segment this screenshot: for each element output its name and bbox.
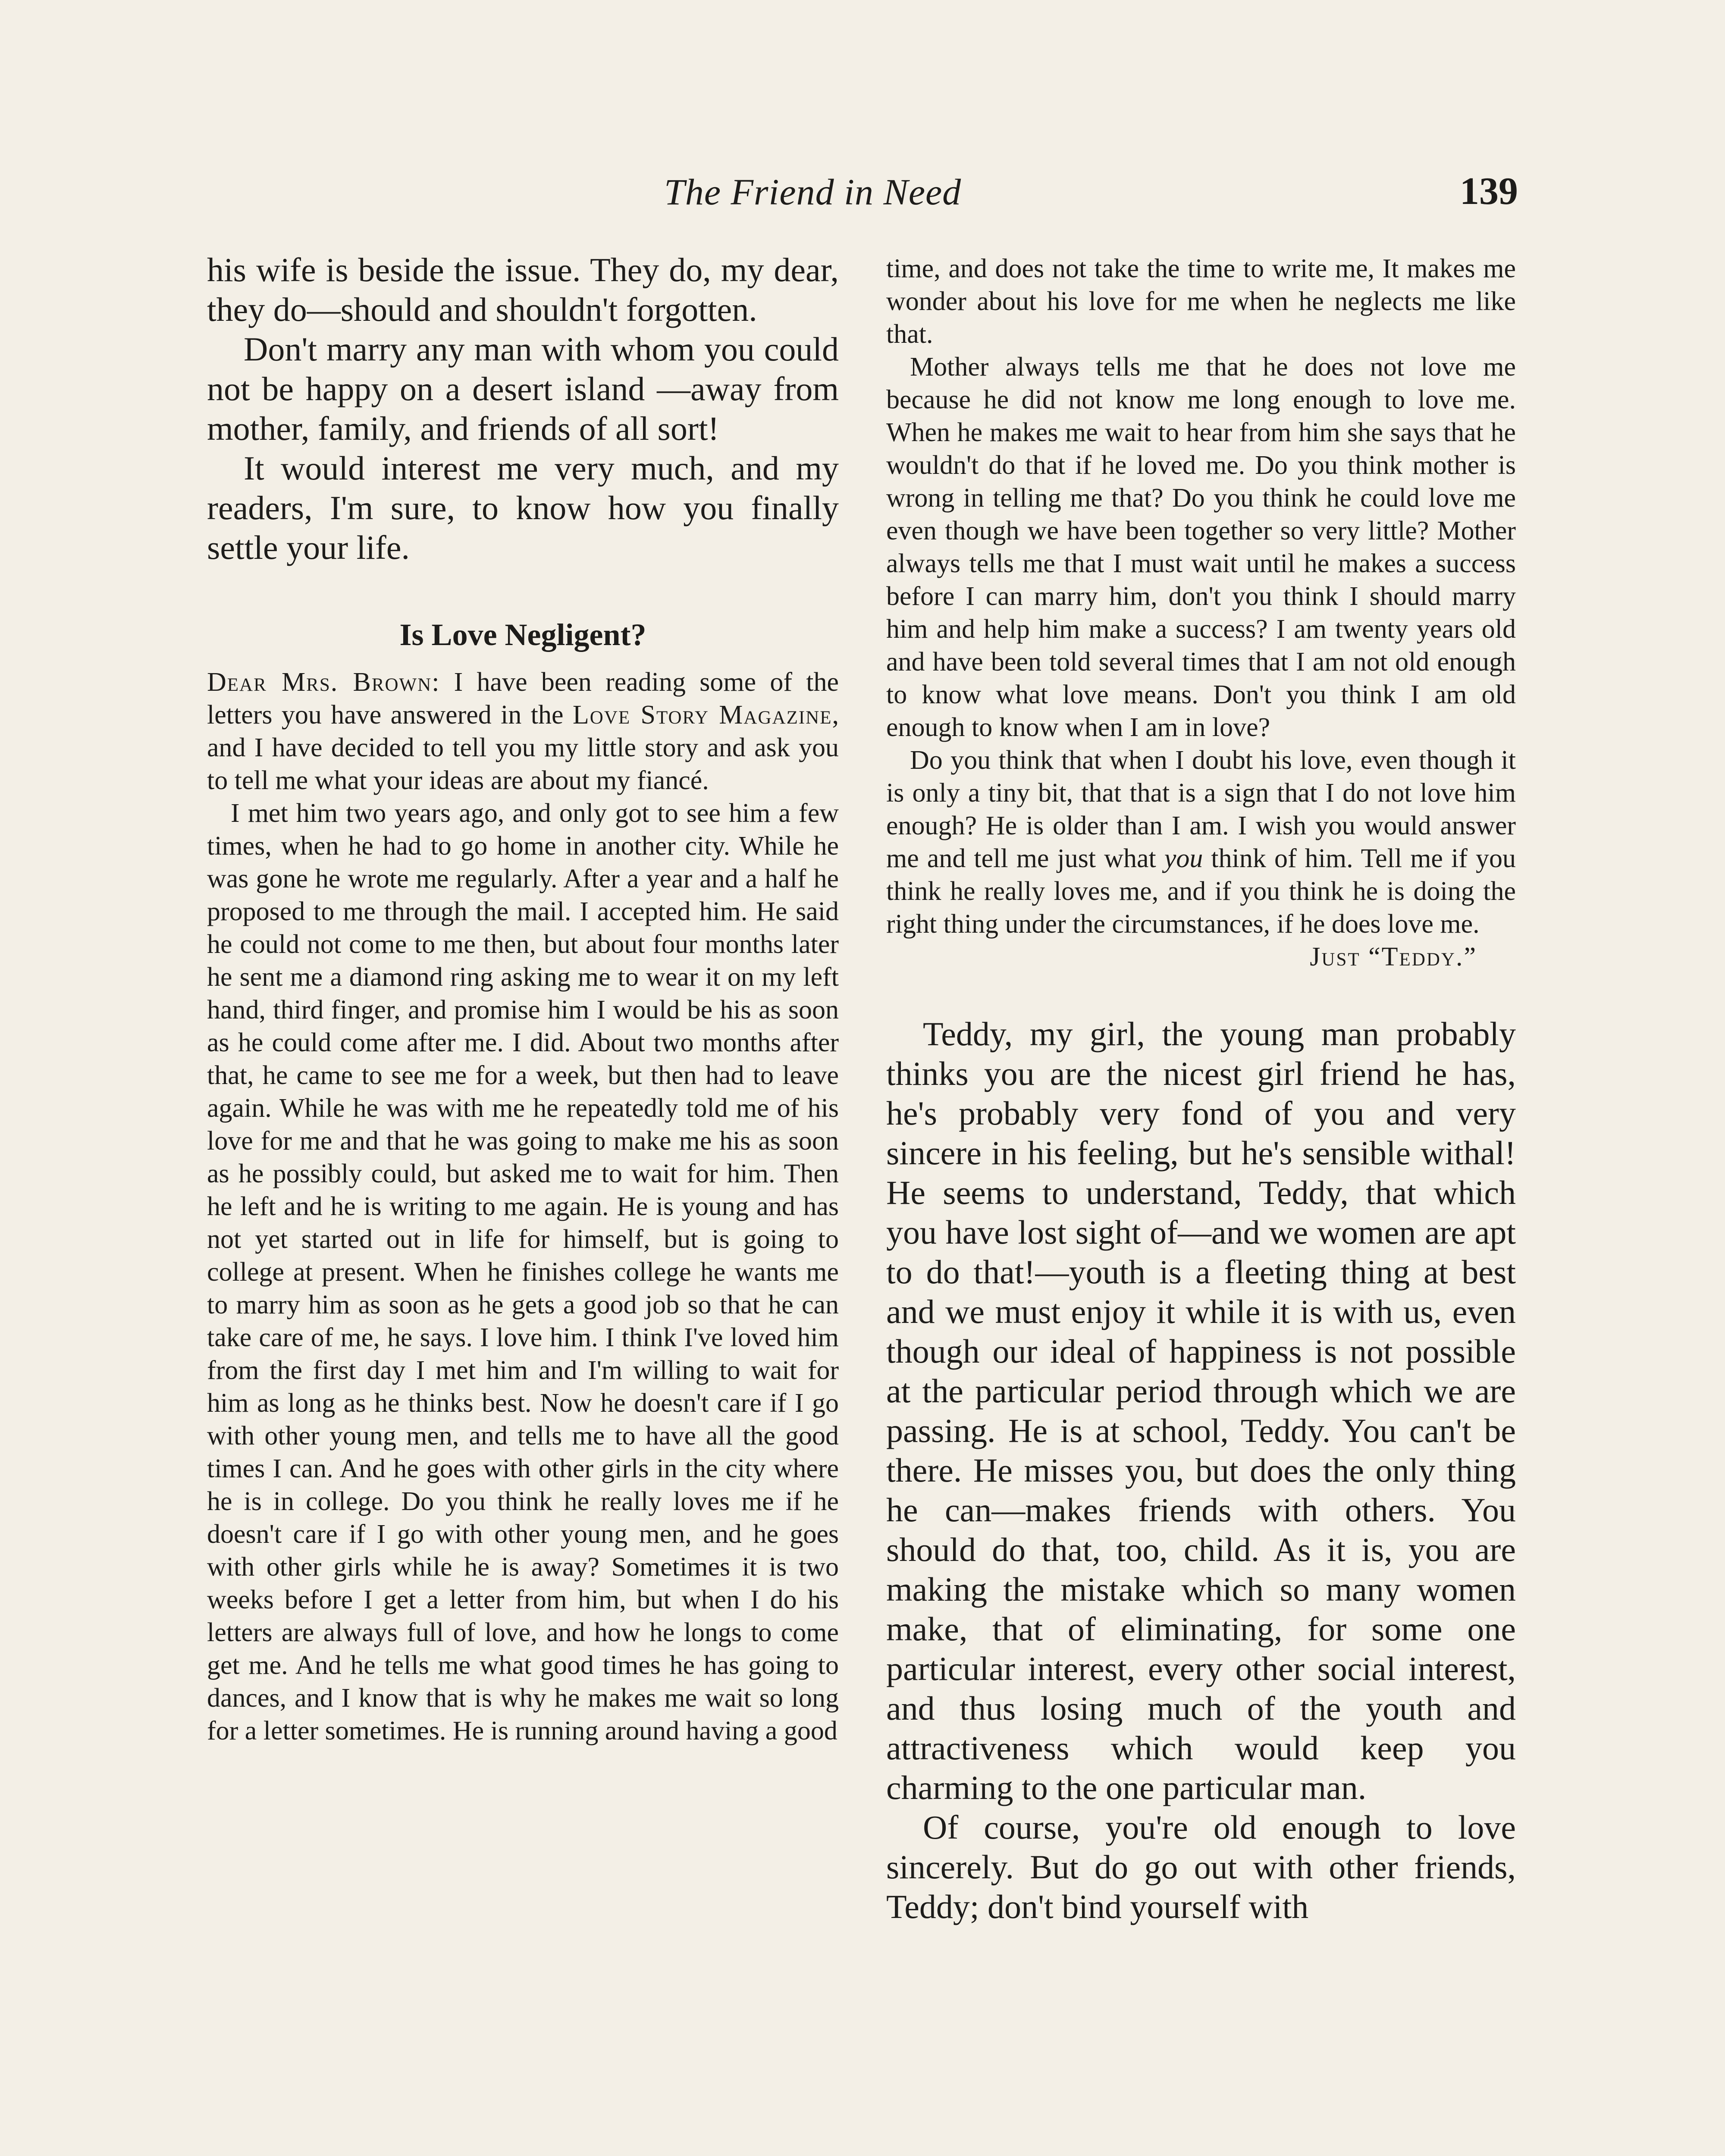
paragraph: his wife is beside the issue. They do, my dear, they do—should and shouldn't forgotten. bbox=[207, 251, 839, 328]
paragraph: Don't marry any man with whom you could not be happy on a desert island —away from mother, family, and friends of all sort! bbox=[207, 330, 839, 447]
letter-paragraph: Mother always tells me that he does not love me because he did not know me long enough to love me. When he makes me wait to hear from him she says that he wouldn't do that if he loved me. Do you think mother is wrong in telling me that? Do you think he could love me even though we have been together so very little? Mother always tells me that I must wait until he makes a success before I can marry him, don't you think I should marry him and help him make a success? I am twenty years old and have been told several times that I am not old enough to know what love means. Don't you think I am old enough to know when I am in love? bbox=[886, 352, 1516, 742]
reader-letter-continued bbox=[886, 252, 1516, 973]
paragraph: It would interest me very much, and my readers, I'm sure, to know how you finally settle your life. bbox=[207, 449, 839, 566]
reader-letter bbox=[207, 666, 839, 1747]
left-column bbox=[207, 250, 839, 1747]
section-heading: Is Love Negligent? bbox=[399, 617, 646, 652]
letter-paragraph: time, and does not take the time to write me, It makes me wonder about his love for me when he neglects me like that. bbox=[886, 254, 1516, 349]
letter-signature: Just “Teddy.” bbox=[1310, 942, 1477, 971]
magazine-name: Love Story Magazine bbox=[572, 700, 832, 730]
letter-paragraph: I met him two years ago, and only got to see him a few times, when he had to go home in another city. While he was gone he wrote me regularly. After a year and a half he proposed to me through the mail. I accepted him. He said he could not come to me then, but about four months later he sent me a diamond ring asking me to wear it on my left hand, third finger, and promise him I would be his as soon as he could come after me. I did. About two months after that, he came to see me for a week, but then had to leave again. While he was with me he repeatedly told me of his love for me and that he was going to make me his as soon as he possibly could, but asked me to wait for him. Then he left and he is writing to me again. He is young and has not yet started out in life for himself, but is going to college at present. When he finishes college he wants me to marry him as soon as he gets a good job so that he can take care of me, he says. I love him. I think I've loved him from the first day I met him and I'm willing to wait for him as long as he thinks best. Now he doesn't care if I go with other young men, and tells me to have all the good times I can. And he goes with other girls in the city where he is in college. Do you think he really loves me if he doesn't care if I go with other young men, and he goes with other girls while he is away? Sometimes it is two weeks before I get a letter from him, but when I do his letters are always full of love, and how he longs to come get me. And he tells me what good times he has going to dances, and I know that is why he makes me wait so long for a letter sometimes. He is running around having a good bbox=[207, 799, 839, 1745]
salutation: Dear Mrs. Brown: bbox=[207, 667, 440, 697]
paragraph: Of course, you're old enough to love sincerely. But do go out with other friends, Teddy; don't bind yourself with bbox=[886, 1808, 1516, 1925]
page-number: 139 bbox=[1460, 170, 1518, 213]
previous-reply-continuation bbox=[207, 250, 839, 567]
editor-reply bbox=[886, 1014, 1516, 1927]
letter-paragraph: Do you think that when I doubt his love, even though it is only a tiny bit, that that is a sign that I do not love him enough? He is older than I am. I wish you would answer me and tell me just what you think of him. Tell me if you think he really loves me, and if you think he is doing the right thing under the circumstances, if he does love me. bbox=[886, 746, 1516, 939]
running-header-title: The Friend in Need bbox=[664, 171, 962, 213]
paragraph: Teddy, my girl, the young man probably thinks you are the nicest girl friend he has, he's probably very fond of you and very sincere in his feeling, but he's sensible withal! He seems to understand, Teddy, that which you have lost sight of—and we women are apt to do that!—youth is a fleeting thing at best and we must enjoy it while it is with us, even though our ideal of happiness is not possible at the particular period through which we are passing. He is at school, Teddy. You can't be there. He misses you, but does the only thing he can—makes friends with others. You should do that, too, child. As it is, you are making the mistake which so many women make, that of eliminating, for some one particular interest, every other social interest, and thus losing much of the youth and attractiveness which would keep you charming to the one particular man. bbox=[886, 1015, 1516, 1806]
letter-paragraph: Dear Mrs. Brown: I have been reading some of the letters you have answered in the Love Story Magazine, and I have decided to tell you my little story and ask you to tell me what your ideas are about my fiancé. bbox=[207, 667, 839, 795]
right-column bbox=[886, 252, 1516, 1927]
